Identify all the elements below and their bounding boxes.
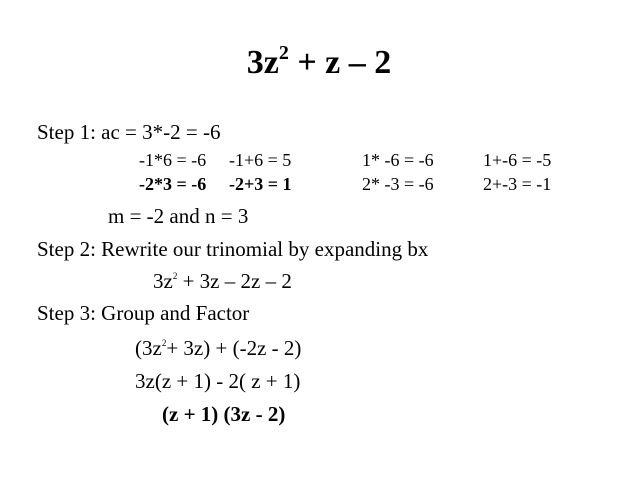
pair-row2-sum2: 2+-3 = -1 <box>483 174 552 194</box>
step3-heading: Step 3: Group and Factor <box>37 301 250 325</box>
expanded-expression <box>153 269 292 294</box>
factored-common: 3z(z + 1) - 2( z + 1) <box>135 369 301 393</box>
title-rest: + z – 2 <box>288 44 392 81</box>
step2-heading: Step 2: Rewrite our trinomial by expanding bx <box>37 237 429 261</box>
pair-row1-sum1: -1+6 = 5 <box>229 150 292 170</box>
title-exponent: 2 <box>278 42 289 64</box>
expanded-base: 3z <box>153 269 173 293</box>
pair-row1-product2: 1* -6 = -6 <box>362 150 434 170</box>
expanded-exponent: 2 <box>172 271 178 281</box>
step1-heading: Step 1: ac = 3*-2 = -6 <box>37 120 221 144</box>
pair-row1-product1: -1*6 = -6 <box>139 150 207 170</box>
pair-row2-product2: 2* -3 = -6 <box>362 174 434 194</box>
pair-row1-sum2: 1+-6 = -5 <box>483 150 552 170</box>
pair-row2-sum1: -2+3 = 1 <box>229 174 292 194</box>
pair-row2-product1: -2*3 = -6 <box>139 174 207 194</box>
grouped-expression <box>135 336 301 361</box>
final-answer: (z + 1) (3z - 2) <box>162 402 286 426</box>
grouped-part2: + 3z) + (-2z - 2) <box>166 336 302 360</box>
slide-title <box>0 42 638 82</box>
m-n-values: m = -2 and n = 3 <box>108 204 249 228</box>
expanded-rest: + 3z – 2z – 2 <box>177 269 292 293</box>
title-base: 3z <box>246 44 279 81</box>
grouped-part1: (3z <box>135 336 162 360</box>
grouped-exponent: 2 <box>161 338 167 348</box>
